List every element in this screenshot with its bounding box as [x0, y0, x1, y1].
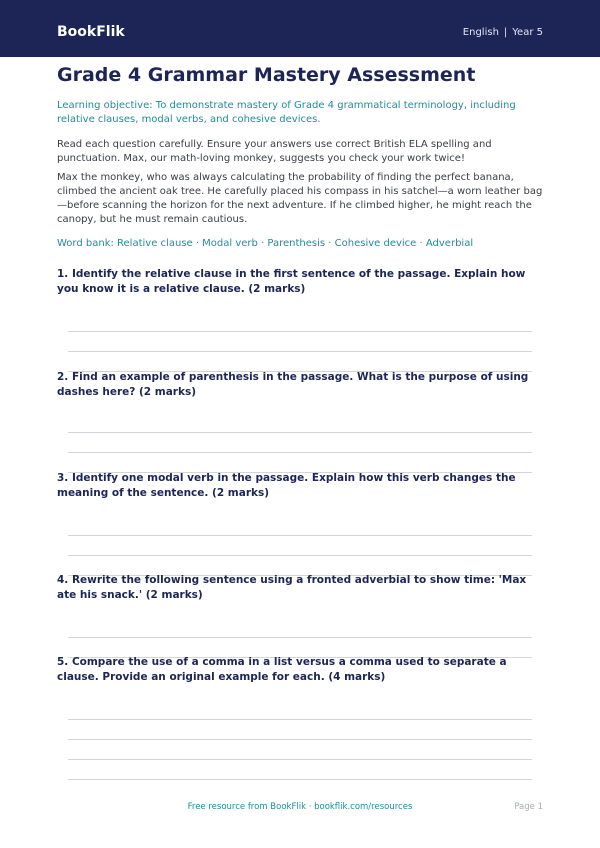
brand-logo: BookFlik	[57, 24, 125, 40]
question-text: 3. Identify one modal verb in the passage. Explain how this verb changes the meaning of the sentence. (2 marks)	[57, 472, 516, 499]
word-bank: Word bank: Relative clause · Modal verb · Parenthesis · Cohesive device · Adverbial	[57, 238, 474, 249]
year-label: Year 5	[512, 27, 543, 38]
answer-line[interactable]	[68, 719, 532, 720]
page-header	[0, 0, 600, 57]
footer-resource-link[interactable]: Free resource from BookFlik · bookflik.com/resources	[187, 802, 413, 812]
instructions: Read each question carefully. Ensure your answers use correct British ELA spelling and punctuation. Max, our math-loving monkey, suggests you check your work twice!	[57, 139, 492, 164]
answer-line[interactable]	[68, 759, 532, 760]
learning-objective: Learning objective: To demonstrate mastery of Grade 4 grammatical terminology, including relative clauses, modal verbs, and cohesive devices.	[57, 100, 516, 125]
answer-line[interactable]	[68, 535, 532, 536]
page-title: Grade 4 Grammar Mastery Assessment	[57, 64, 476, 86]
answer-line[interactable]	[68, 432, 532, 433]
question-text: 1. Identify the relative clause in the first sentence of the passage. Explain how you know it is a relative clause. (2 marks)	[57, 268, 526, 295]
answer-line[interactable]	[68, 351, 532, 352]
reading-passage: Max the monkey, who was always calculating the probability of finding the perfect banana, climbed the ancient oak tree. He carefully placed his compass in his satchel—a worn leather bag—before scanning the horizon for the next adventure. If he climbed higher, he might reach the canopy, but he must remain cautious.	[57, 172, 543, 225]
subject-label: English	[462, 27, 499, 38]
meta-separator: |	[503, 27, 508, 38]
question-text: 5. Compare the use of a comma in a list versus a comma used to separate a clause. Provide an original example for each. (4 marks)	[57, 656, 507, 683]
answer-line[interactable]	[68, 555, 532, 556]
page-number: Page 1	[514, 802, 543, 812]
answer-line[interactable]	[68, 739, 532, 740]
answer-line[interactable]	[68, 637, 532, 638]
question-text: 2. Find an example of parenthesis in the passage. What is the purpose of using dashes here? (2 marks)	[57, 371, 529, 398]
answer-line[interactable]	[68, 452, 532, 453]
question-text: 4. Rewrite the following sentence using a fronted adverbial to show time: 'Max ate his snack.' (2 marks)	[57, 574, 527, 601]
header-meta	[463, 26, 543, 40]
answer-line[interactable]	[68, 779, 532, 780]
answer-line[interactable]	[68, 331, 532, 332]
